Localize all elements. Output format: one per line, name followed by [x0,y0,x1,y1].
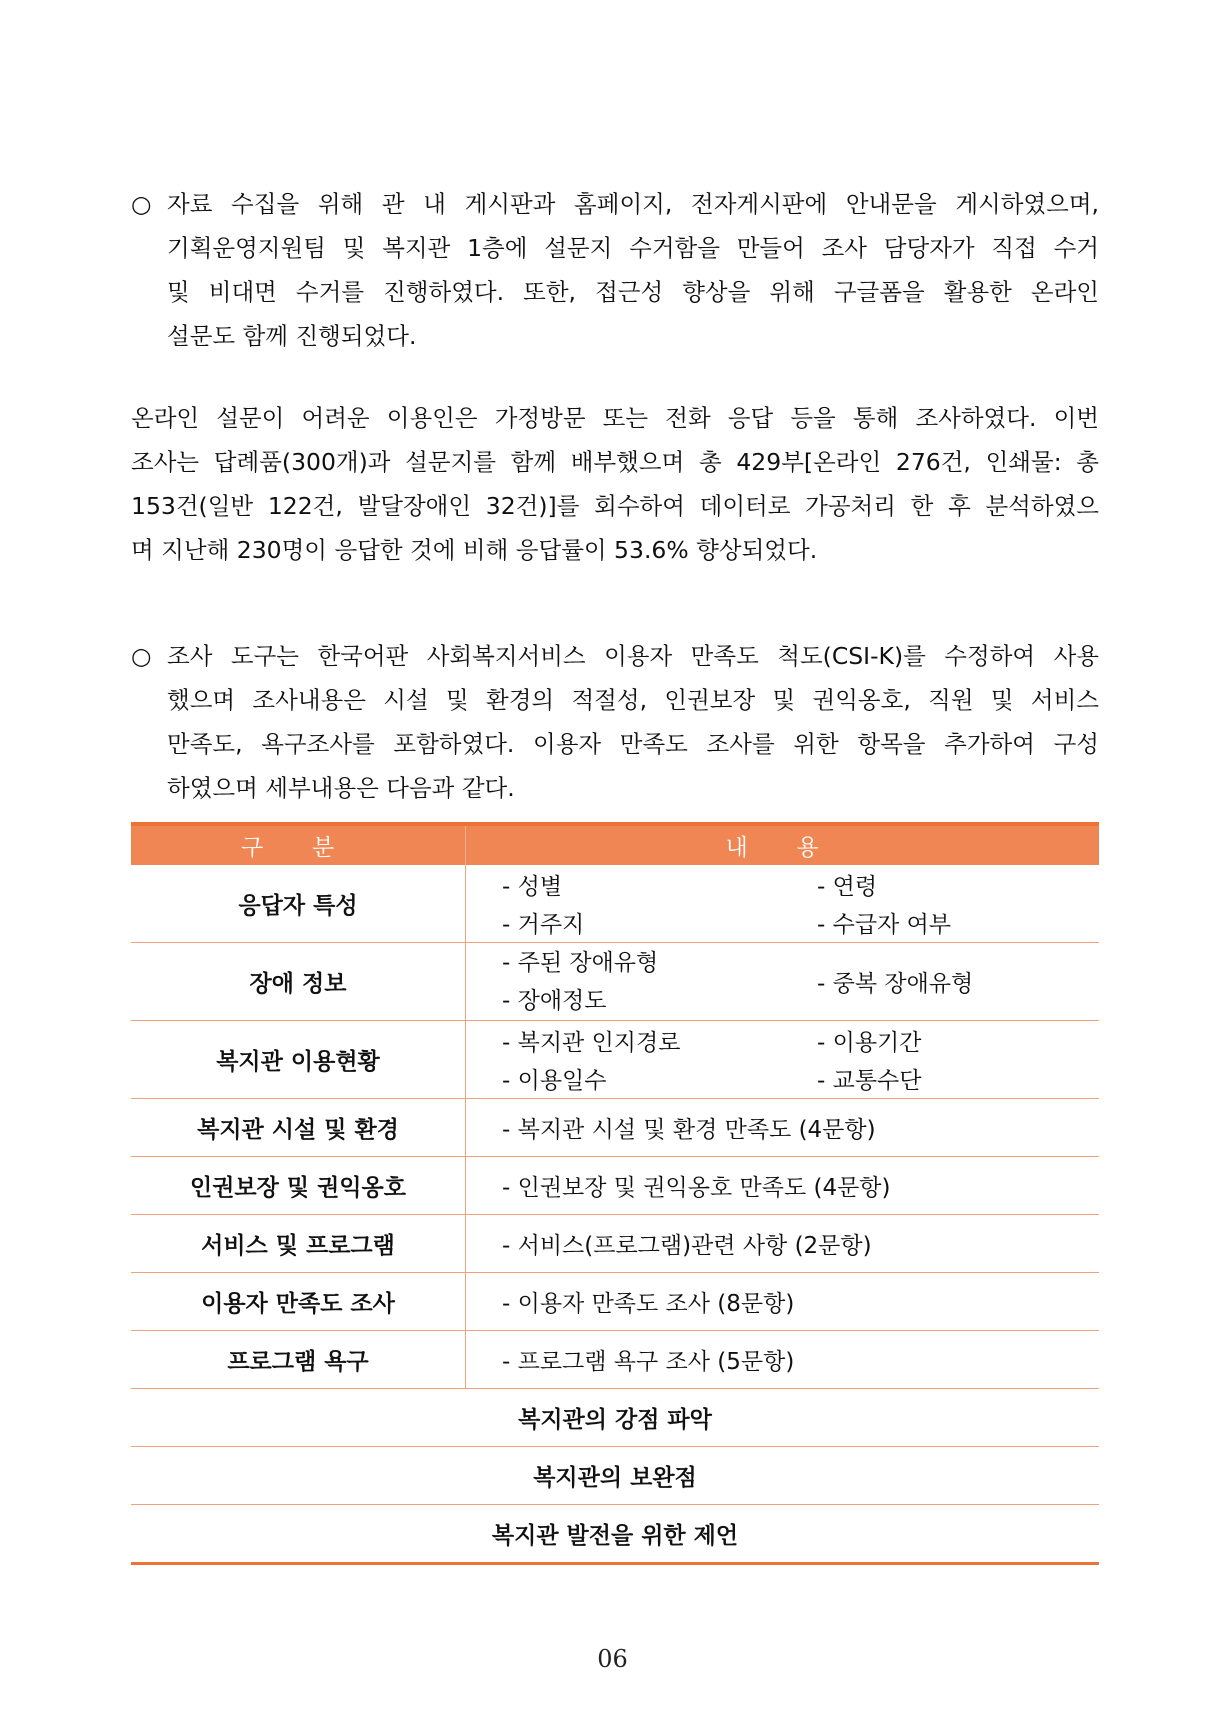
table-row [131,1099,1099,1157]
paragraph-line: 설문도 함께 진행되었다. [167,322,417,350]
item: - 거주지 [502,912,585,938]
table-row [131,1021,1099,1099]
paragraph-line: 및 비대면 수거를 진행하였다. 또한, 접근성 향상을 위해 구글폼을 활용한 온라인 [167,278,1099,306]
item: - 주된 장애유형 [502,949,659,976]
header-content: 내 용 [466,824,1100,865]
paragraph-line: 며 지난해 230명이 응답한 것에 비해 응답률이 53.6% 향상되었다. [131,536,818,564]
row-category: 서비스 및 프로그램 [131,1215,466,1273]
paragraph-data-collection [131,182,1099,358]
table-row [131,1447,1099,1505]
row-content: - 복지관 시설 및 환경 만족도 (4문항) [466,1099,1100,1157]
row-category: 이용자 만족도 조사 [131,1273,466,1331]
paragraph-line: 온라인 설문이 어려운 이용인은 가정방문 또는 전화 응답 등을 통해 조사하였다. 이번 [131,404,1099,432]
row-content: - 인권보장 및 권익옹호 만족도 (4문항) [466,1157,1100,1215]
full-row-label: 복지관의 보완점 [131,1447,1099,1505]
item: - 중복 장애유형 [817,971,974,997]
survey-content-table [131,822,1099,1565]
item: - 연령 [817,874,878,900]
table-row [131,943,1099,1021]
table-row [131,1505,1099,1564]
row-category: 응답자 특성 [131,865,466,943]
paragraph-survey-tool [131,634,1099,810]
table-row [131,1215,1099,1273]
paragraph-line: 조사는 답례품(300개)과 설문지를 함께 배부했으며 총 429부[온라인 276건, 인쇄물: 총 [131,448,1099,476]
full-row-label: 복지관 발전을 위한 제언 [131,1505,1099,1564]
table-row [131,1273,1099,1331]
table-header-row [131,824,1099,865]
paragraph-line: 하였으며 세부내용은 다음과 같다. [167,774,515,802]
full-row-label: 복지관의 강점 파악 [131,1389,1099,1447]
bullet-circle: ○ [131,190,152,218]
item: - 이용기간 [817,1030,922,1056]
row-category: 프로그램 욕구 [131,1331,466,1389]
header-category: 구 분 [131,824,466,865]
row-category: 인권보장 및 권익옹호 [131,1157,466,1215]
item: - 장애정도 [502,987,607,1014]
item: - 복지관 인지경로 [502,1030,681,1056]
paragraph-line: 만족도, 욕구조사를 포함하였다. 이용자 만족도 조사를 위한 항목을 추가하여 구성 [167,730,1099,758]
item: - 성별 [502,874,563,900]
paragraph-line: 조사 도구는 한국어판 사회복지서비스 이용자 만족도 척도(CSI-K)를 수정하여 사용 [167,642,1099,670]
item: - 교통수단 [817,1068,922,1094]
row-category: 복지관 시설 및 환경 [131,1099,466,1157]
paragraph-line: 했으며 조사내용은 시설 및 환경의 적절성, 인권보장 및 권익옹호, 직원 및 서비스 [167,686,1099,714]
table-row [131,1157,1099,1215]
row-category: 복지관 이용현황 [131,1021,466,1099]
paragraph-line: 자료 수집을 위해 관 내 게시판과 홈페이지, 전자게시판에 안내문을 게시하였으며, [167,190,1099,218]
row-content: - 서비스(프로그램)관련 사항 (2문항) [466,1215,1100,1273]
table-row [131,1389,1099,1447]
row-category: 장애 정보 [131,943,466,1021]
paragraph-line: 153건(일반 122건, 발달장애인 32건)]를 회수하여 데이터로 가공처리 한 후 분석하였으 [131,492,1099,520]
row-content: - 이용자 만족도 조사 (8문항) [466,1273,1100,1331]
paragraph-response-stats [131,396,1099,572]
paragraph-line: 기획운영지원팀 및 복지관 1층에 설문지 수거함을 만들어 조사 담당자가 직접 수거 [167,234,1099,262]
table-row [131,1331,1099,1389]
item: - 수급자 여부 [817,912,952,938]
page-number: 06 [597,1645,628,1673]
table-row [131,865,1099,943]
item: - 이용일수 [502,1068,607,1094]
row-content: - 프로그램 욕구 조사 (5문항) [466,1331,1100,1389]
bullet-circle: ○ [131,642,152,670]
